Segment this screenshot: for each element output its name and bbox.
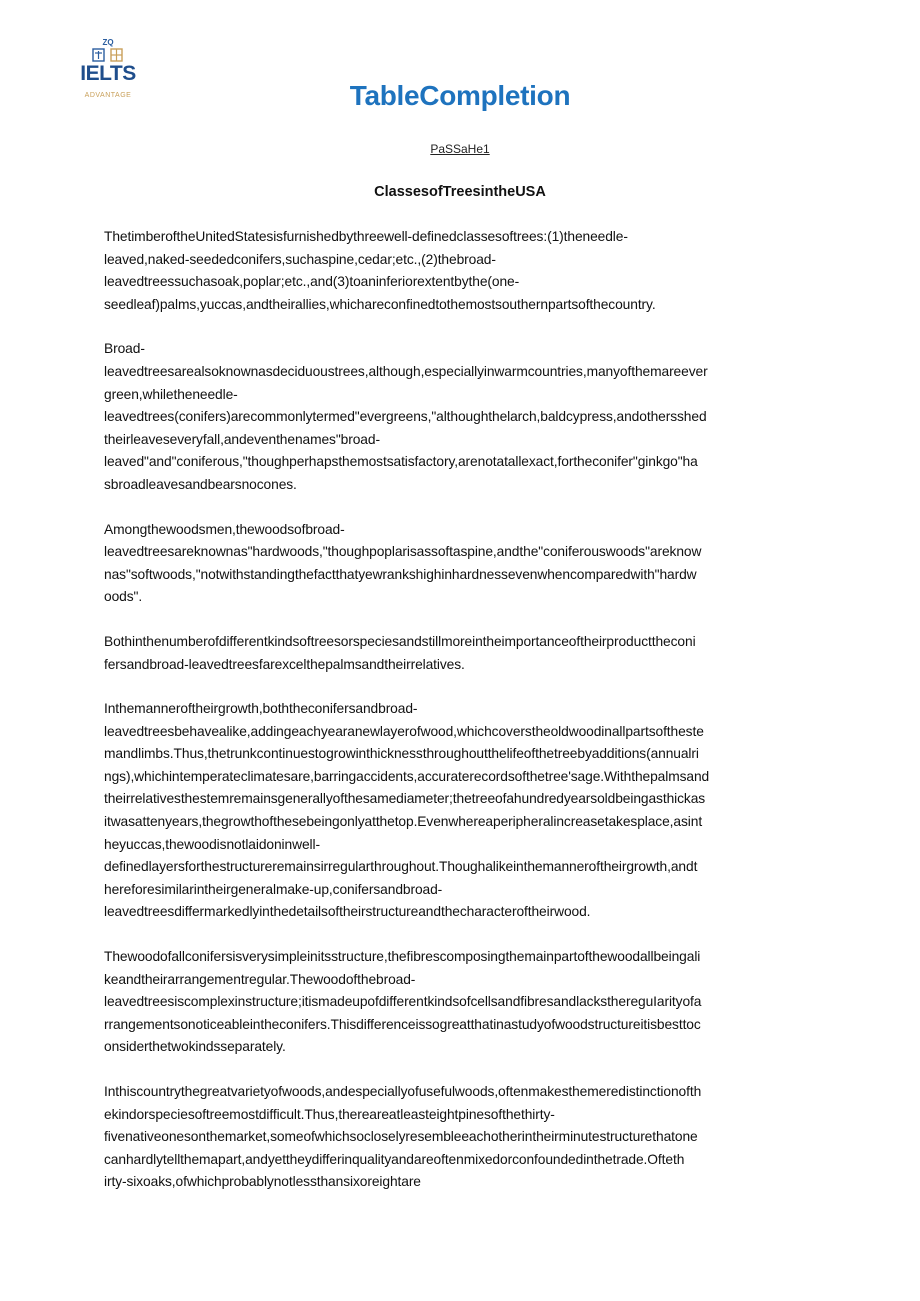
paragraph-line: canhardlytellthemapart,andyettheydifferinqualityandareoftenmixedorconfoundedinthetrade.Ofteth <box>104 1151 685 1167</box>
article-paragraph <box>104 338 812 496</box>
article-paragraph <box>104 1081 812 1194</box>
paragraph-line: hereforesimilarintheirgeneralmake-up,conifersandbroad- <box>104 881 443 897</box>
article-paragraph <box>104 519 812 609</box>
paragraph-line: oods". <box>104 589 143 605</box>
logo-advantage-text: ADVANTAGE <box>84 92 132 99</box>
paragraph-line: green,whiletheneedle- <box>104 386 238 402</box>
paragraph-line: keandtheirarrangementregular.Thewoodofthebroad- <box>104 971 416 987</box>
passage-label: PaSSaHe1 <box>430 142 490 156</box>
paragraph-line: leavedtreessuchasoak,poplar;etc.,and(3)toaninferiorextentbythe(one- <box>104 274 520 290</box>
paragraph-line: fersandbroad-leavedtreesfarexcelthepalmsandtheirrelatives. <box>104 656 465 672</box>
paragraph-line: Amongthewoodsmen,thewoodsofbroad- <box>104 521 345 537</box>
paragraph-line: heyuccas,thewoodisnotlaidoninwell- <box>104 836 320 852</box>
paragraph-line: Thewoodofallconifersisverysimpleinitsstructure,thefibrescomposingthemainpartofthewoodallbeingali <box>104 949 701 965</box>
paragraph-line: mandlimbs.Thus,thetrunkcontinuestogrowinthicknessthroughoutthelifeofthetreebyadditions(annualri <box>104 746 699 762</box>
paragraph-line: itwasattenyears,thegrowthofthesebeingonlyatthetop.Evenwhereaperipheralincreasetakesplace,asint <box>104 814 703 830</box>
paragraph-line: definedlayersforthestructureremainsirregularthroughout.Thoughalikeinthemanneroftheirgrowth,andt <box>104 859 698 875</box>
paragraph-line: rrangementsonoticeableintheconifers.Thisdifferenceissogreatthatinastudyofwoodstructureitisbesttoc <box>104 1016 701 1032</box>
paragraph-line: ekindorspeciesoftreemostdifficult.Thus,thereareatleasteightpinesofthethirty- <box>104 1106 555 1122</box>
paragraph-line: leavedtreesbehavealike,addingeachyearanewlayerofwood,whichcoverstheoldwoodinallpartsoftheste <box>104 723 704 739</box>
article-paragraph <box>104 631 812 676</box>
logo-glyph-icon <box>90 47 126 63</box>
article-body <box>104 226 812 1216</box>
paragraph-line: theirleaveseveryfall,andeventhenames"broad- <box>104 431 380 447</box>
paragraph-line: Inthiscountrythegreatvarietyofwoods,andespeciallyofusefulwoods,oftenmakesthemeredistinctionofth <box>104 1084 702 1099</box>
article-paragraph <box>104 946 812 1059</box>
paragraph-line: seedleaf)palms,yuccas,andtheirallies,whichareconfinedtothemostsouthernpartsofthecountry. <box>104 296 656 312</box>
paragraph-line: ngs),whichintemperateclimatesare,barringaccidents,accuraterecordsofthetree'sage.Withthepalmsand <box>104 768 710 784</box>
paragraph-line: ThetimberoftheUnitedStatesisfurnishedbythreewell-definedclassesoftrees:(1)theneedle- <box>104 229 628 244</box>
paragraph-line: irty-sixoaks,ofwhichprobablynotlessthansixoreightare <box>104 1174 421 1190</box>
paragraph-line: sbroadleavesandbearsnocones. <box>104 476 297 492</box>
paragraph-line: leavedtreesiscomplexinstructure;itismadeupofdifferentkindsofcellsandfibresandlacksthereguIarityofa <box>104 994 702 1010</box>
paragraph-line: fivenativeonesonthemarket,someofwhichsocloselyresembleeachotherintheirminutestructurethatone <box>104 1129 698 1145</box>
paragraph-line: leavedtrees(conifers)arecommonlytermed"evergreens,"althoughthelarch,baldcypress,andothersshed <box>104 409 707 425</box>
article-heading: ClassesofTreesintheUSA <box>374 184 546 200</box>
logo-zq-text: ZQ <box>102 38 114 47</box>
paragraph-line: theirrelativesthestemremainsgenerallyofthesamediameter;thetreeofahundredyearsoldbeingasthickas <box>104 791 706 807</box>
article-paragraph <box>104 226 812 316</box>
paragraph-line: leavedtreesareknownas"hardwoods,"thoughpoplarisassoftaspine,andthe"coniferouswoods"areknow <box>104 544 702 560</box>
paragraph-line: leavedtreesarealsoknownasdeciduoustrees,although,especiallyinwarmcountries,manyofthemareever <box>104 363 708 379</box>
article-paragraph <box>104 698 812 924</box>
paragraph-line: nas"softwoods,"notwithstandingthefactthatyewrankshighinhardnessevenwhencomparedwith"hardw <box>104 566 697 582</box>
paragraph-line: leavedtreesdiffermarkedlyinthedetailsoftheirstructureandthecharacteroftheirwood. <box>104 904 591 920</box>
paragraph-line: Broad- <box>104 341 145 357</box>
paragraph-line: Bothinthenumberofdifferentkindsoftreesorspeciesandstillmoreintheimportanceoftheirproducttheconi <box>104 633 696 649</box>
paragraph-line: onsiderthetwokindsseparately. <box>104 1039 286 1055</box>
page-title: TableCompletion <box>349 80 571 111</box>
paragraph-line: leaved,naked-seededconifers,suchaspine,cedar;etc.,(2)thebroad- <box>104 251 496 267</box>
paragraph-line: Inthemanneroftheirgrowth,boththeconifersandbroad- <box>104 701 418 717</box>
logo-ielts-text: IELTS <box>80 62 136 85</box>
paragraph-line: leaved"and"coniferous,"thoughperhapsthemostsatisfactory,arenotatallexact,fortheconifer"ginkgo"ha <box>104 454 698 470</box>
